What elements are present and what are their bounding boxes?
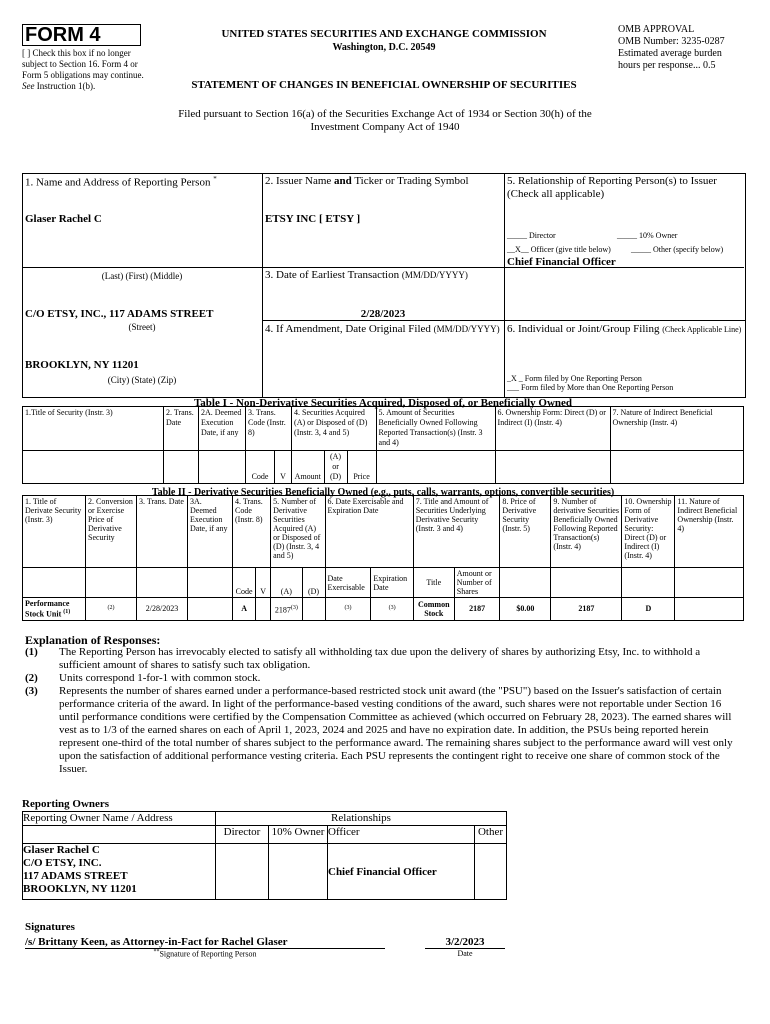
box4-label <box>265 323 500 335</box>
box4-format: (MM/DD/YYYY) <box>433 324 500 334</box>
t2-row-date: 2/28/2023 <box>137 598 188 621</box>
officer-option: __X__ Officer (give title below) <box>507 245 611 254</box>
t1-col2: 2. Trans. Date <box>164 407 199 451</box>
signature-mark: ** <box>153 949 160 955</box>
table1-title: Table I - Non-Derivative Securities Acquired, Disposed of, or Beneficially Owned <box>193 397 573 409</box>
t2-row-form: D <box>622 598 675 621</box>
t1-col2a: 2A. Deemed Execution Date, if any <box>199 407 246 451</box>
box5-label <box>507 175 742 201</box>
omb-number: OMB Number: 3235-0287 <box>618 36 725 47</box>
t2-col10: 10. Ownership Form of Derivative Security: Direct (D) or Indirect (I) (Instr. 4) <box>622 496 675 568</box>
t2-row-security <box>23 598 86 621</box>
t1-sub-price: Price <box>347 451 376 484</box>
owners-ten-pct-header: 10% Owner <box>269 826 328 844</box>
filed-one-person: _X _ Form filed by One Reporting Person <box>507 374 642 383</box>
box3-label-text: 3. Date of Earliest Transaction <box>265 269 400 281</box>
box2-label-b: Ticker or Trading Symbol <box>351 175 469 187</box>
agency-name: UNITED STATES SECURITIES AND EXCHANGE COMMISSION <box>221 28 547 40</box>
box6-note: (Check Applicable Line) <box>662 325 742 334</box>
signatures-title: Signatures <box>25 921 75 933</box>
t2-sub-amount: Amount or Number of Shares <box>454 568 500 598</box>
t1-col5: 5. Amount of Securities Beneficially Owned Following Reported Transaction(s) (Instr. 3 and 4) <box>376 407 495 451</box>
t2-row-amount-a <box>271 598 302 621</box>
filed-pursuant <box>60 108 710 134</box>
t2-row-security-text: Performance Stock Unit <box>25 599 70 619</box>
explanation-number: (3) <box>25 685 38 697</box>
t1-sub-aord: (A) or (D) <box>324 451 347 484</box>
t2-row-security-note: (1) <box>63 609 71 615</box>
t1-sub-code: Code <box>246 451 275 484</box>
t2-sub-title: Title <box>413 568 454 598</box>
table2 <box>22 495 744 621</box>
omb-approval <box>618 24 758 72</box>
box6-label-text: 6. Individual or Joint/Group Filing <box>507 323 660 335</box>
owners-title: Reporting Owners <box>22 798 110 810</box>
box1-label-text: 1. Name and Address of Reporting Person <box>25 176 211 189</box>
owner-address <box>23 844 216 900</box>
explanation-number: (2) <box>25 672 38 684</box>
box2-label-a: 2. Issuer Name <box>265 175 335 187</box>
t2-col11: 11. Nature of Indirect Beneficial Ownership (Instr. 4) <box>675 496 744 568</box>
t1-sub-amount: Amount <box>292 451 324 484</box>
t2-sub-d: (D) <box>302 568 325 598</box>
explanation-item <box>25 672 743 685</box>
city-label: (City) (State) (Zip) <box>107 375 177 385</box>
owner-line: BROOKLYN, NY 11201 <box>23 883 137 895</box>
t2-sub-date-ex: Date Exercisable <box>325 568 371 598</box>
box3-label <box>265 269 468 281</box>
t2-col7: 7. Title and Amount of Securities Underlying Derivative Security (Instr. 3 and 4) <box>413 496 500 568</box>
street-address: C/O ETSY, INC., 117 ADAMS STREET <box>25 308 214 320</box>
t1-col6: 6. Ownership Form: Direct (D) or Indirect (I) (Instr. 4) <box>495 407 610 451</box>
t2-col9: 9. Number of derivative Securities Beneficially Owned Following Reported Transaction(s) (Instr. 4) <box>551 496 622 568</box>
owners-other-header: Other <box>475 826 507 844</box>
t2-sub-v: V <box>256 568 271 598</box>
table-row <box>23 598 744 621</box>
owners-name-header: Reporting Owner Name / Address <box>23 812 216 826</box>
explanation-list <box>25 646 743 776</box>
t2-sub-a: (A) <box>271 568 302 598</box>
t2-col3a: 3A. Deemed Execution Date, if any <box>188 496 233 568</box>
t1-sub-v: V <box>275 451 292 484</box>
t2-row-exp-date: (3) <box>388 604 396 611</box>
t2-col4: 4. Trans. Code (Instr. 8) <box>233 496 271 568</box>
t2-row-conversion: (2) <box>107 604 115 611</box>
signature-value: /s/ Brittany Keen, as Attorney-in-Fact for Rachel Glaser <box>25 936 385 949</box>
instruction-ref: Instruction 1(b). <box>36 81 96 91</box>
explanation-text: The Reporting Person has irrevocably elected to satisfy all withholding tax due upon the delivery of shares by authorizing Etsy, Inc. to withhold a sufficient amount of shares to satisfy such tax obligation. <box>59 646 701 671</box>
explanation-number: (1) <box>25 646 38 658</box>
t2-sub-code: Code <box>233 568 256 598</box>
box2-label <box>265 175 469 187</box>
t2-row-shares: 2187 <box>454 598 500 621</box>
explanation-item <box>25 685 743 776</box>
agency-location: Washington, D.C. 20549 <box>332 42 436 53</box>
t2-row-date-ex: (3) <box>344 604 352 611</box>
omb-title: OMB APPROVAL <box>618 24 695 35</box>
explanation-text: Units correspond 1-for-1 with common stock. <box>59 672 261 684</box>
table1 <box>22 406 744 484</box>
earliest-transaction-date: 2/28/2023 <box>360 308 406 320</box>
name-parts-label: (Last) (First) (Middle) <box>101 271 183 281</box>
director-option: _____ Director <box>507 231 556 240</box>
t2-row-amount-a-note: (3) <box>290 604 298 611</box>
box1-label <box>25 175 217 189</box>
see-label: See <box>22 81 35 91</box>
t2-col2: 2. Conversion or Exercise Price of Derivative Security <box>86 496 137 568</box>
t2-col6: 6. Date Exercisable and Expiration Date <box>325 496 413 568</box>
explanation-title: Explanation of Responses: <box>25 633 161 647</box>
t2-row-amount-a-text: 2187 <box>274 605 291 615</box>
t2-col1: 1. Title of Derivate Security (Instr. 3) <box>23 496 86 568</box>
owners-table <box>22 811 507 900</box>
other-option: _____ Other (specify below) <box>631 245 724 254</box>
filed-more-person: ___ Form filed by More than One Reporting Person <box>507 383 674 392</box>
owners-director-header: Director <box>216 826 269 844</box>
burden-label: Estimated average burden <box>618 48 722 59</box>
box4-label-text: 4. If Amendment, Date Original Filed <box>265 323 431 335</box>
filed-pursuant-line2: Investment Company Act of 1940 <box>310 121 460 133</box>
owner-line: C/O ETSY, INC. <box>23 857 102 869</box>
t2-sub-exp: Expiration Date <box>371 568 413 598</box>
t2-col5: 5. Number of Derivative Securities Acquired (A) or Disposed of (D) (Instr. 3, 4 and 5) <box>271 496 325 568</box>
t2-row-price: $0.00 <box>500 598 551 621</box>
checkbox-note <box>22 48 150 92</box>
signature-date: 3/2/2023 <box>425 936 505 949</box>
signature-label <box>25 949 385 959</box>
t2-row-title: Common Stock <box>413 598 454 621</box>
owner-officer-value: Chief Financial Officer <box>328 844 475 900</box>
explanation-text: Represents the number of shares earned under a performance-based restricted stock unit award (the "PSU") based on the Issuer's satisfaction of certain performance criteria of the award. In light of the performance-based vesting conditions of the award, such shares were not reportable under Section 16 until performance conditions were certified by the Compensation Committee as achieved (which occurred on February 28, 2023). The earned shares will vest as to 1/3 of the earned shares on each of April 1, 2023, 2024 and 2025 and have no expiration date. In addition, the PSUs being reported herein represent one-third of the total number of shares subject to the performance award. The remaining shares subject to the performance award will vest only upon the satisfaction of additional performance vesting criteria. Each PSU represents the contingent right to receive one share of common stock of the Issuer. <box>59 685 733 775</box>
owner-line: Glaser Rachel C <box>23 844 100 856</box>
owners-officer-header: Officer <box>328 826 475 844</box>
t1-col4: 4. Securities Acquired (A) or Disposed of (D) (Instr. 3, 4 and 5) <box>292 407 376 451</box>
explanation-item <box>25 646 743 672</box>
table-row <box>23 844 507 900</box>
box6-label <box>507 323 742 336</box>
burden-value: hours per response... 0.5 <box>618 60 716 71</box>
t2-row-owned: 2187 <box>551 598 622 621</box>
t2-col8: 8. Price of Derivative Security (Instr. 5) <box>500 496 551 568</box>
box2-label-and: and <box>334 175 352 187</box>
table2-title: Table II - Derivative Securities Beneficially Owned (e.g., puts, calls, warrants, options, convertible securities) <box>151 487 615 498</box>
box5-label-text: 5. Relationship of Reporting Person(s) to Issuer <box>507 175 717 187</box>
t1-col3: 3. Trans. Code (Instr. 8) <box>246 407 292 451</box>
t1-col7: 7. Nature of Indirect Beneficial Ownership (Instr. 4) <box>610 407 743 451</box>
ten-pct-option: _____ 10% Owner <box>617 231 678 240</box>
issuer-name: ETSY INC [ ETSY ] <box>265 213 361 225</box>
owners-relationships-header: Relationships <box>216 812 507 826</box>
t1-col1: 1.Title of Security (Instr. 3) <box>23 407 164 451</box>
box5-sub: (Check all applicable) <box>507 188 605 200</box>
street-label: (Street) <box>128 322 156 332</box>
officer-title: Chief Financial Officer <box>507 256 616 268</box>
box3-format: (MM/DD/YYYY) <box>401 270 468 280</box>
owner-line: 117 ADAMS STREET <box>23 870 128 882</box>
filed-pursuant-line1: Filed pursuant to Section 16(a) of the Securities Exchange Act of 1934 or Section 30(h) of the <box>178 108 592 120</box>
checkbox-note-text: [ ] Check this box if no longer subject to Section 16. Form 4 or Form 5 obligations may continue. <box>22 48 144 80</box>
t2-col3: 3. Trans. Date <box>137 496 188 568</box>
t2-row-code: A <box>233 598 256 621</box>
signature-date-label: Date <box>457 949 473 958</box>
reporting-person-name: Glaser Rachel C <box>25 213 102 225</box>
city-state-zip: BROOKLYN, NY 11201 <box>25 359 139 371</box>
form-title: FORM 4 <box>22 24 141 46</box>
box1-label-mark: * <box>213 175 217 183</box>
statement-title: STATEMENT OF CHANGES IN BENEFICIAL OWNERSHIP OF SECURITIES <box>191 79 577 91</box>
signature-label-text: Signature of Reporting Person <box>159 949 257 959</box>
